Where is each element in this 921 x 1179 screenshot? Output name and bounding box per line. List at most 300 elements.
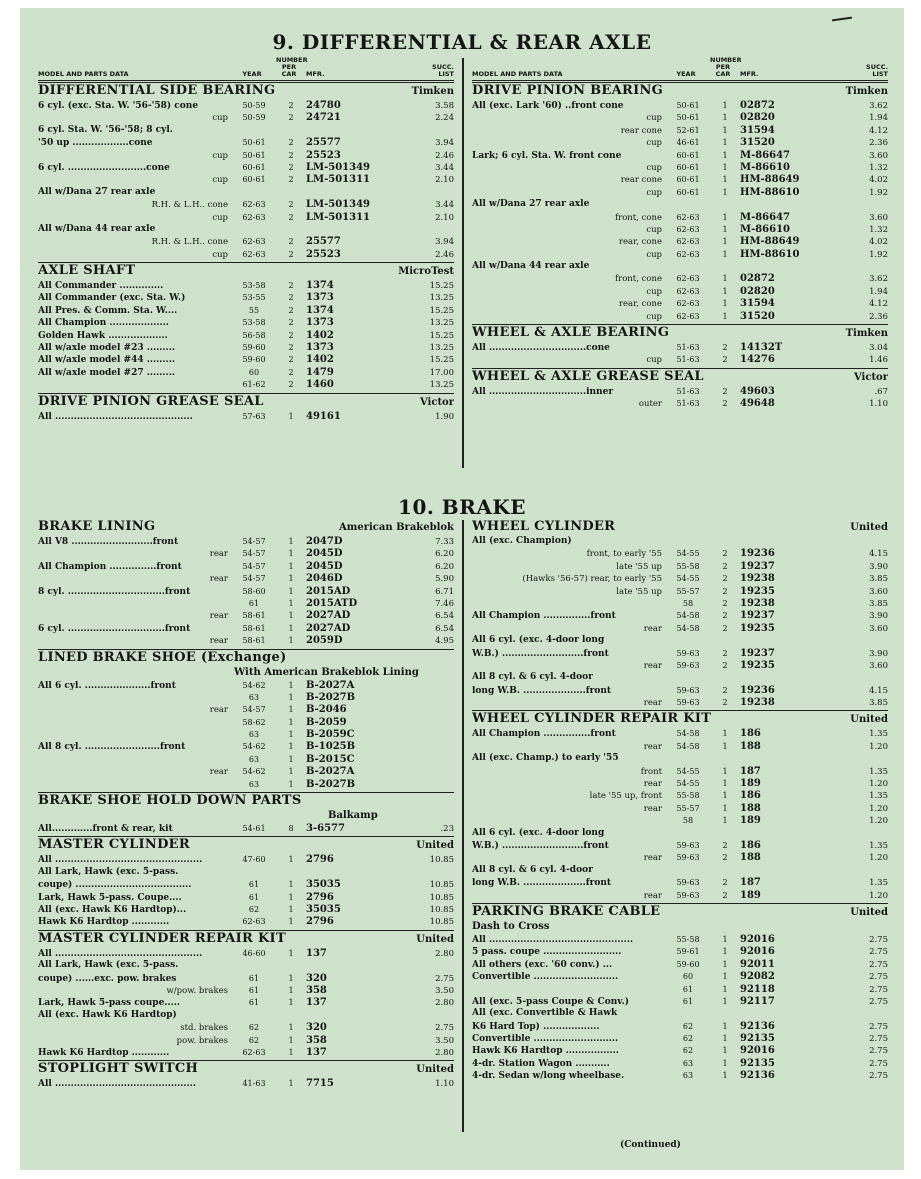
row-per-car: 2: [288, 200, 294, 210]
group-title: MASTER CYLINDER: [38, 837, 190, 853]
table-row: [38, 879, 454, 891]
row-year: 61: [248, 880, 260, 890]
row-per-car: 1: [288, 549, 294, 559]
row-year: 62-63: [676, 299, 700, 309]
row-list-price: 2.75: [435, 1023, 454, 1034]
row-year: 54-55: [676, 766, 700, 776]
row-part-number: 320: [306, 972, 327, 984]
row-per-car: 1: [288, 623, 294, 633]
row-description: All V8 ..........................front: [38, 537, 179, 547]
row-year: 53-58: [242, 281, 266, 291]
row-part-number: B-2027A: [306, 766, 355, 778]
table-row: [38, 635, 454, 647]
row-description: rear: [643, 698, 662, 709]
row-description: '50 up ..................cone: [38, 138, 153, 149]
row-year: 62-63: [242, 1047, 266, 1057]
table-row: [472, 672, 888, 684]
table-row: [472, 311, 888, 323]
row-description: rear: [643, 660, 662, 671]
row-year: 55-57: [676, 586, 700, 596]
table-row: [38, 100, 454, 112]
row-part-number: M-86647: [740, 211, 791, 223]
row-per-car: 2: [722, 549, 728, 559]
row-list-price: 4.95: [435, 636, 454, 647]
row-part-number: 187: [740, 765, 761, 777]
row-per-car: 1: [722, 299, 728, 309]
group-manufacturer: MicroTest: [398, 266, 454, 278]
header-number-per-car: [276, 56, 308, 80]
row-year: 62-63: [676, 212, 700, 222]
row-part-number: 02820: [740, 285, 775, 297]
row-list-price: 3.85: [869, 598, 888, 609]
row-part-number: 19238: [740, 597, 775, 609]
row-per-car: 2: [288, 355, 294, 365]
row-part-number: B-2027B: [306, 691, 356, 703]
row-per-car: 1: [722, 1071, 728, 1081]
row-list-price: 3.90: [869, 561, 888, 572]
row-description: coupe) ......exc. pow. brakes: [38, 973, 177, 984]
row-part-number: 1373: [306, 292, 334, 304]
row-description: All ...............................cone: [472, 343, 610, 354]
row-part-number: 19238: [740, 573, 775, 585]
table-row: [38, 692, 454, 704]
row-per-car: 1: [722, 311, 728, 321]
row-part-number: 92016: [740, 946, 775, 958]
row-part-number: 186: [740, 728, 761, 740]
row-part-number: B-2046: [306, 704, 347, 716]
table-row: [38, 174, 454, 186]
row-part-number: 19237: [740, 647, 775, 659]
table-row: [472, 852, 888, 864]
row-description: cup: [646, 355, 662, 366]
row-description: std. brakes: [180, 1023, 228, 1034]
row-description: All Champion ...................: [38, 318, 169, 329]
row-part-number: 7715: [306, 1078, 334, 1090]
row-list-price: 2.75: [869, 1071, 888, 1082]
row-part-number: 25577: [306, 236, 341, 248]
row-part-number: 92011: [740, 958, 775, 970]
table-row: [472, 984, 888, 996]
row-part-number: 24721: [306, 112, 341, 124]
table-row: [38, 330, 454, 342]
header-mfr: MFR.: [306, 70, 325, 78]
row-year: 55-57: [676, 803, 700, 813]
row-list-price: 3.60: [869, 212, 888, 223]
row-per-car: 2: [288, 293, 294, 303]
row-per-car: 1: [722, 1021, 728, 1031]
row-per-car: 2: [288, 237, 294, 247]
row-list-price: 1.20: [869, 741, 888, 752]
group-manufacturer: United: [416, 933, 454, 945]
row-description: All ...............................................: [38, 855, 203, 866]
row-list-price: 1.32: [869, 224, 888, 235]
row-year: 61: [682, 996, 694, 1006]
row-year: 61: [248, 973, 260, 983]
row-description: cup: [646, 162, 662, 173]
group-header: [38, 519, 454, 536]
row-description: late '55 up: [616, 561, 662, 572]
row-list-price: 10.85: [429, 855, 454, 866]
table-row: [38, 823, 454, 835]
table-row: [472, 1058, 888, 1070]
row-year: 62-63: [242, 917, 266, 927]
row-per-car: 1: [722, 187, 728, 197]
row-list-price: 2.10: [435, 175, 454, 186]
row-year: 51-63: [676, 343, 700, 353]
table-row: [472, 753, 888, 765]
row-list-price: .23: [440, 824, 454, 835]
row-part-number: 31520: [740, 310, 775, 322]
row-list-price: 2.75: [869, 1058, 888, 1069]
row-list-price: 1.92: [869, 249, 888, 260]
row-list-price: 3.90: [869, 611, 888, 622]
row-per-car: 1: [288, 1047, 294, 1057]
row-per-car: 2: [288, 343, 294, 353]
row-year: 59-63: [676, 878, 700, 888]
row-description: All 6 cyl. .....................front: [38, 680, 176, 691]
brake-left-column: [38, 518, 454, 1138]
table-row: [38, 680, 454, 692]
row-part-number: 1373: [306, 317, 334, 329]
row-list-price: 2.80: [435, 948, 454, 959]
row-year: 62-63: [676, 237, 700, 247]
row-part-number: 1374: [306, 280, 334, 292]
row-description: W.B.) ..........................front: [472, 840, 609, 851]
row-description: rear: [209, 636, 228, 647]
row-year: 59-63: [676, 840, 700, 850]
row-year: 50-61: [242, 150, 266, 160]
row-description: All others (exc. '60 conv.) ...: [472, 959, 613, 970]
table-row: [38, 280, 454, 292]
row-year: 60-61: [676, 150, 700, 160]
group-manufacturer: United: [850, 906, 888, 918]
group-header: [38, 837, 454, 854]
row-description: Lark, Hawk 5-pass coupe.....: [38, 998, 180, 1009]
row-part-number: 137: [306, 947, 327, 959]
row-per-car: 2: [722, 399, 728, 409]
row-part-number: 19237: [740, 610, 775, 622]
row-per-car: 1: [722, 791, 728, 801]
row-year: 59-63: [676, 853, 700, 863]
row-per-car: 1: [288, 917, 294, 927]
row-part-number: 31520: [740, 137, 775, 149]
group-title: WHEEL CYLINDER: [472, 519, 616, 534]
group-manufacturer: United: [850, 522, 888, 533]
row-list-price: 15.25: [429, 305, 454, 316]
row-part-number: 1460: [306, 379, 334, 391]
table-row: [38, 766, 454, 778]
row-list-price: 1.92: [869, 187, 888, 198]
row-per-car: 2: [288, 380, 294, 390]
table-row: [38, 586, 454, 598]
row-description: rear: [643, 741, 662, 752]
table-row: [38, 948, 454, 960]
row-per-car: 2: [288, 101, 294, 110]
row-list-price: 3.94: [435, 237, 454, 248]
table-row: [38, 1022, 454, 1034]
row-year: 50-61: [676, 101, 700, 110]
row-list-price: 1.20: [869, 803, 888, 814]
row-per-car: 1: [288, 904, 294, 914]
table-row: [38, 717, 454, 729]
row-part-number: 188: [740, 852, 761, 864]
table-row: [38, 779, 454, 791]
row-description: Lark; 6 cyl. Sta. W. front cone: [472, 150, 622, 161]
row-per-car: 2: [722, 660, 728, 670]
group-title: WHEEL & AXLE BEARING: [472, 325, 670, 341]
row-list-price: 1.46: [869, 355, 888, 366]
header-model: MODEL AND PARTS DATA: [472, 70, 563, 78]
group-title: DRIVE PINION BEARING: [472, 83, 664, 98]
row-list-price: 7.46: [435, 598, 454, 609]
row-part-number: HM-88649: [740, 174, 800, 186]
table-row: [472, 766, 888, 778]
row-list-price: 13.25: [429, 318, 454, 329]
row-description: All w/axle model #27 .........: [38, 367, 175, 378]
row-list-price: 3.04: [869, 343, 888, 354]
row-part-number: 14276: [740, 354, 775, 366]
row-description: Hawk K6 Hardtop ............: [38, 1047, 170, 1058]
row-list-price: 2.46: [435, 249, 454, 260]
row-year: 61: [248, 998, 260, 1008]
section-title-brake: 10. BRAKE: [398, 495, 526, 519]
row-description: outer: [638, 399, 662, 410]
row-year: 60: [248, 367, 260, 377]
table-row: [38, 411, 454, 423]
table-row: [38, 729, 454, 741]
table-row: [472, 877, 888, 889]
row-per-car: 2: [722, 574, 728, 584]
row-year: 63: [248, 754, 260, 764]
row-per-car: 2: [722, 698, 728, 708]
row-list-price: 15.25: [429, 281, 454, 292]
row-per-car: 1: [288, 574, 294, 584]
brake-right-column: [472, 518, 888, 1138]
table-row: [472, 1070, 888, 1082]
row-part-number: 189: [740, 778, 761, 790]
table-row: [472, 790, 888, 802]
row-description: rear: [209, 767, 228, 778]
row-year: 54-62: [242, 767, 266, 777]
row-description: All Champion ...............front: [472, 611, 616, 622]
row-per-car: 1: [288, 880, 294, 890]
row-per-car: 1: [288, 717, 294, 727]
row-list-price: 1.10: [435, 1079, 454, 1090]
group-subheading: Dash to Cross: [472, 920, 550, 932]
row-per-car: 1: [288, 692, 294, 702]
row-year: 59-60: [242, 355, 266, 365]
row-part-number: 92135: [740, 1033, 775, 1045]
row-per-car: 1: [722, 1034, 728, 1044]
row-part-number: 358: [306, 1034, 327, 1046]
table-row: [472, 697, 888, 709]
row-description: All (exc. 5-pass Coupe & Conv.): [472, 996, 629, 1007]
row-description: All w/Dana 44 rear axle: [472, 261, 590, 272]
table-row: [38, 224, 454, 236]
row-per-car: 1: [288, 1035, 294, 1045]
row-year: 55: [248, 305, 260, 315]
row-list-price: 1.35: [869, 791, 888, 802]
table-row: [472, 561, 888, 573]
row-list-price: 1.20: [869, 890, 888, 901]
row-year: 62: [248, 1023, 260, 1033]
row-description: 6 cyl. .........................cone: [38, 162, 170, 173]
table-row: [472, 865, 888, 877]
row-description: rear, cone: [618, 299, 662, 310]
row-list-price: 2.75: [869, 1046, 888, 1057]
table-row: [472, 199, 888, 211]
row-year: 60-61: [242, 175, 266, 185]
row-per-car: 1: [722, 996, 728, 1006]
header-list: LIST: [872, 70, 888, 78]
row-year: 63: [248, 730, 260, 740]
table-row: [472, 100, 888, 112]
table-row: [38, 112, 454, 124]
row-year: 59-60: [676, 959, 700, 969]
row-per-car: 1: [288, 537, 294, 546]
row-list-price: 3.60: [869, 586, 888, 597]
group-title: AXLE SHAFT: [38, 263, 136, 279]
row-list-price: 3.85: [869, 698, 888, 709]
row-per-car: 1: [722, 237, 728, 247]
header-year: YEAR: [676, 70, 696, 78]
row-year: 54-57: [242, 705, 266, 715]
row-description: All w/Dana 27 rear axle: [472, 199, 590, 210]
row-per-car: 2: [288, 249, 294, 259]
row-year: 50-59: [242, 101, 266, 110]
row-per-car: 1: [288, 636, 294, 646]
column-header: [38, 54, 454, 81]
row-list-price: 2.36: [869, 311, 888, 322]
row-per-car: 1: [722, 150, 728, 160]
table-row: [472, 890, 888, 902]
row-list-price: 1.20: [869, 853, 888, 864]
row-list-price: 17.00: [429, 367, 454, 378]
table-row: [472, 286, 888, 298]
row-year: 59-63: [676, 698, 700, 708]
row-year: 53-58: [242, 318, 266, 328]
row-list-price: 10.85: [429, 904, 454, 915]
row-list-price: 3.50: [435, 1035, 454, 1046]
row-year: 60-61: [676, 187, 700, 197]
row-per-car: 1: [722, 274, 728, 284]
row-part-number: 19235: [740, 585, 775, 597]
row-year: 54-61: [242, 824, 266, 834]
row-description: All w/axle model #44 .........: [38, 355, 175, 366]
group-header: [38, 1061, 454, 1078]
table-row: [38, 536, 454, 548]
row-part-number: 92082: [740, 971, 775, 983]
table-row: [38, 741, 454, 753]
table-row: [38, 916, 454, 928]
table-row: [472, 828, 888, 840]
group-title: PARKING BRAKE CABLE: [472, 903, 661, 919]
table-row: [472, 623, 888, 635]
group-header: [472, 369, 888, 386]
group-header: [472, 711, 888, 728]
row-year: 62-63: [676, 274, 700, 284]
table-row: [38, 150, 454, 162]
group-header: [38, 394, 454, 411]
row-description: All 6 cyl. (exc. 4-door long: [472, 635, 605, 646]
row-year: 47-60: [242, 855, 266, 865]
row-per-car: 2: [288, 162, 294, 172]
table-row: [472, 573, 888, 585]
row-description: cup: [646, 311, 662, 322]
table-row: [38, 573, 454, 585]
table-row: [472, 298, 888, 310]
group-manufacturer: United: [850, 714, 888, 726]
row-per-car: 1: [722, 959, 728, 969]
row-description: 6 cyl. Sta. W. '56-'58; 8 cyl.: [38, 124, 173, 135]
pen-mark: [832, 17, 852, 22]
row-per-car: 2: [722, 355, 728, 365]
row-part-number: 189: [740, 889, 761, 901]
row-part-number: M-86610: [740, 161, 791, 173]
group-header: [472, 83, 888, 100]
row-description: All (exc. Convertible & Hawk: [472, 1008, 618, 1019]
row-per-car: 2: [288, 330, 294, 340]
row-description: K6 Hard Top) ..................: [472, 1021, 600, 1032]
table-row: [38, 137, 454, 149]
table-row: [472, 212, 888, 224]
table-row: [472, 342, 888, 354]
table-row: [38, 904, 454, 916]
row-list-price: 1.94: [869, 286, 888, 297]
row-year: 58-61: [242, 623, 266, 633]
row-part-number: 188: [740, 802, 761, 814]
table-row: [38, 704, 454, 716]
row-per-car: 2: [722, 623, 728, 633]
group-manufacturer: Victor: [419, 396, 454, 408]
row-description: Lark, Hawk 5-pass. Coupe....: [38, 892, 182, 903]
row-description: Convertible ...........................: [472, 1034, 619, 1045]
column-divider: [462, 520, 464, 1132]
row-part-number: 19238: [740, 697, 775, 709]
table-row: [472, 249, 888, 261]
row-description: All Champion ...............front: [472, 729, 616, 740]
row-year: 58-61: [242, 636, 266, 646]
row-per-car: 2: [288, 212, 294, 222]
row-year: 62-63: [676, 286, 700, 296]
row-description: rear, cone: [618, 237, 662, 248]
row-description: All Commander (exc. Sta. W.): [38, 293, 186, 304]
row-per-car: 2: [722, 853, 728, 863]
table-row: [38, 125, 454, 137]
row-description: All 8 cyl. & 6 cyl. 4-door: [472, 864, 593, 875]
row-part-number: 320: [306, 1022, 327, 1034]
row-list-price: 3.90: [869, 648, 888, 659]
group-title: DRIVE PINION GREASE SEAL: [38, 393, 264, 409]
row-year: 62-63: [242, 237, 266, 247]
row-description: All ...............................................: [38, 948, 203, 959]
header-succ-list: [402, 64, 454, 80]
row-part-number: 49603: [740, 385, 775, 397]
row-year: 55-58: [676, 934, 700, 944]
header-model: MODEL AND PARTS DATA: [38, 70, 129, 78]
row-description: 4-dr. Sedan w/long wheelbase.: [472, 1071, 625, 1082]
table-row: [38, 162, 454, 174]
row-part-number: 186: [740, 790, 761, 802]
group-title: BRAKE LINING: [38, 519, 156, 534]
row-year: 54-62: [242, 680, 266, 690]
row-year: 50-61: [676, 113, 700, 123]
row-description: 4-dr. Station Wagon ...........: [472, 1058, 610, 1069]
row-per-car: 2: [288, 305, 294, 315]
row-list-price: 1.35: [869, 729, 888, 740]
row-part-number: M-86610: [740, 223, 791, 235]
row-per-car: 2: [722, 586, 728, 596]
